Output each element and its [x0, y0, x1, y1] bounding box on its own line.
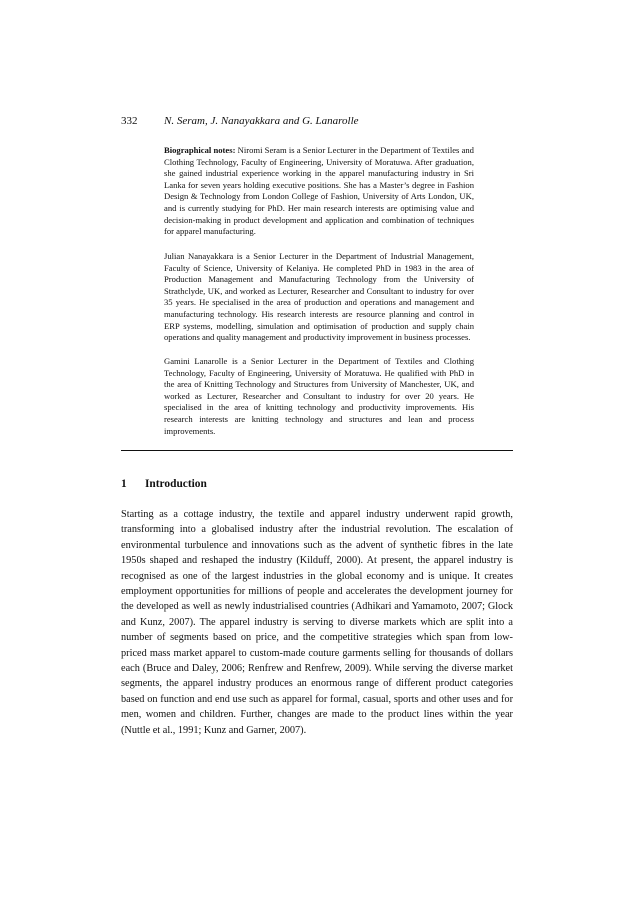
divider-rule [121, 450, 513, 451]
running-header [121, 114, 521, 128]
section-heading [121, 477, 207, 491]
section-title: Introduction [145, 478, 207, 490]
page-number: 332 [121, 115, 138, 127]
introduction-paragraph: Starting as a cottage industry, the textile and apparel industry underwent rapid growth, transforming into a globalised industry after the industrial revolution. The escalation of environmental turbulence and innovations such as the advent of synthetic fibres in the late 1950s shaped and reshaped the industry (Kilduff, 2000). At present, the apparel industry is recognised as one of the largest industries in the global economy and is unique. It creates employment opportunities for millions of people and accelerates the development journey for the developed as well as newly industrialised countries (Adhikari and Yamamoto, 2007; Glock and Kunz, 2007). The apparel industry is serving to diverse markets which are split into a number of segments based on price, and the competitive strategies which span from low-priced mass market apparel to custom-made couture garments selling for thousands of dollars each (Bruce and Daley, 2006; Renfrew and Renfrew, 2009). While serving the diverse market segments, the apparel industry produces an enormous range of different product categories based on function and end use such as apparel for formal, casual, sports and other uses and for men, women and children. Further, changes are made to the product lines within the year (Nuttle et al., 1991; Kunz and Garner, 2007). [121, 509, 513, 736]
running-authors: N. Seram, J. Nanayakkara and G. Lanarolle [164, 115, 359, 127]
bio-paragraph-lanarolle [164, 356, 474, 437]
bio-paragraph-nanayakkara [164, 251, 474, 344]
bio-text-lanarolle: Gamini Lanarolle is a Senior Lecturer in the Department of Textiles and Clothing Technology, Faculty of Engineering, University of Moratuwa. He qualified with PhD in the area of Knitting Technology and Structures from University of Manchester, UK, and worked as Lecturer, Researcher and Consultant to industry for over 20 years. He specialised in the area of knitting technology and productivity improvements. His research interests are knitting technology and structures and lean and process improvements. [164, 356, 474, 436]
bio-text-seram: Niromi Seram is a Senior Lecturer in the Department of Textiles and Clothing Technology, Faculty of Engineering, University of Moratuwa. After graduation, she gained industrial experience working in the apparel manufacturing industry in Sri Lanka for seven years holding executive positions. She has a Master’s degree in Fashion Design & Technology from London College of Fashion, University of Arts London, UK, and is currently studying for PhD. Her main research interests are optimising value and decision-making in product development and application and combination of techniques for apparel manufacturing. [164, 145, 474, 237]
bio-lead: Biographical notes: [164, 145, 236, 155]
bio-text-nanayakkara: Julian Nanayakkara is a Senior Lecturer in the Department of Industrial Management, Faculty of Science, University of Kelaniya. He completed PhD in 1983 in the area of Production Management and Manufacturing Technology from the University of Strathclyde, UK, and worked as Lecturer, Researcher and Consultant to industry for over 35 years. He specialised in the area of production and operations and management and manufacturing technology. His research interests are resource planning and control in ERP systems, modelling, simulation and optimisation of production and supply chain operations and quality management and productivity improvement in business processes. [164, 251, 474, 343]
bio-paragraph-seram [164, 145, 474, 238]
section-number: 1 [121, 478, 127, 490]
